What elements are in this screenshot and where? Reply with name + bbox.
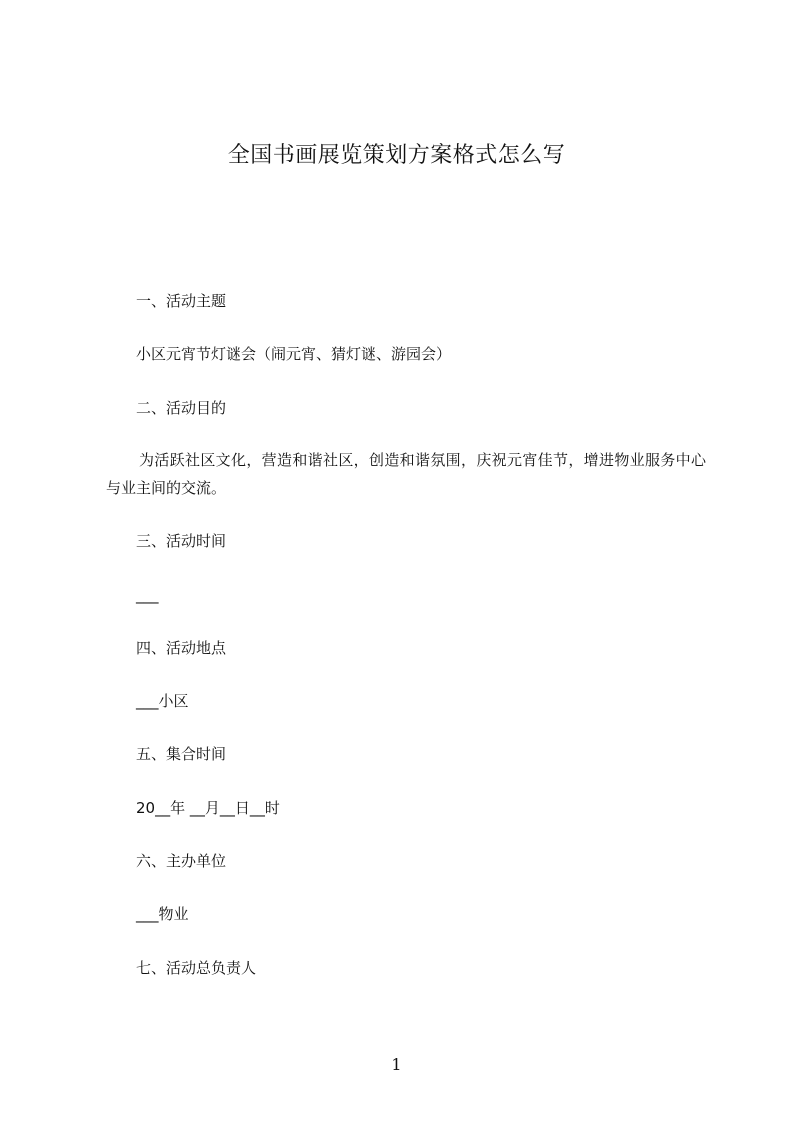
- section-content-organizer: ___物业: [136, 905, 189, 923]
- section-heading-assembly-time: 五、集合时间: [136, 745, 227, 763]
- section-content-assembly-time: 20__年 __月__日__时: [136, 799, 280, 817]
- document-title: 全国书画展览策划方案格式怎么写: [227, 143, 566, 168]
- section-content-purpose: 为活跃社区文化，营造和谐社区，创造和谐氛围，庆祝元宵佳节，增进物业服务中心与业主间的交流。: [106, 451, 706, 497]
- section-content-location: ___小区: [136, 692, 189, 710]
- section-heading-time: 三、活动时间: [136, 532, 227, 550]
- section-content-theme: 小区元宵节灯谜会（闹元宵、猜灯谜、游园会）: [136, 345, 452, 363]
- section-heading-location: 四、活动地点: [136, 639, 227, 657]
- section-heading-theme: 一、活动主题: [136, 292, 227, 310]
- section-heading-purpose: 二、活动目的: [136, 399, 227, 417]
- section-heading-leader: 七、活动总负责人: [136, 959, 257, 977]
- page-number: 1: [391, 1055, 402, 1074]
- section-heading-organizer: 六、主办单位: [136, 852, 227, 870]
- section-content-time: ___: [136, 586, 159, 604]
